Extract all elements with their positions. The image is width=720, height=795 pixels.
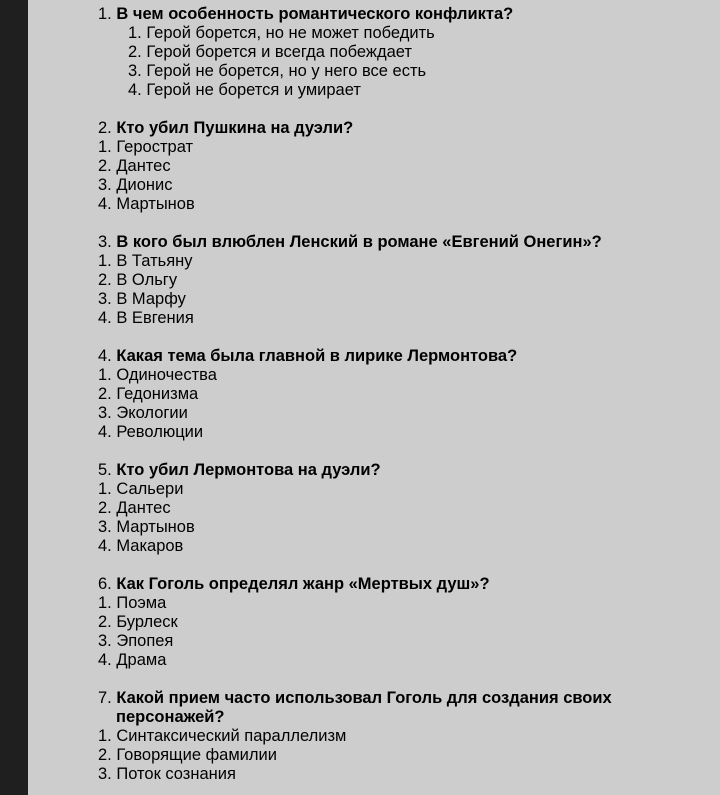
option: 2. Гедонизма	[98, 385, 199, 403]
question-6	[98, 575, 612, 594]
option: 3. Поток сознания	[98, 765, 236, 783]
question-2	[98, 119, 612, 138]
question-text-line-2: персонажей?	[116, 708, 225, 726]
question-text: Кто убил Пушкина на дуэли?	[116, 119, 354, 137]
option: 4. Революции	[98, 423, 204, 441]
question-number: 6.	[98, 575, 112, 593]
option: 3. Мартынов	[98, 518, 195, 536]
question-text: Кто убил Лермонтова на дуэли?	[116, 461, 381, 479]
option: 2. Бурлеск	[98, 613, 178, 631]
question-7	[98, 689, 612, 708]
question-number: 2.	[98, 119, 112, 137]
option: 1. Герострат	[98, 138, 194, 156]
option: 3. Герой не борется, но у него все есть	[128, 62, 427, 80]
question-number: 4.	[98, 347, 112, 365]
question-5	[98, 461, 612, 480]
question-text: В кого был влюблен Ленский в романе «Евгений Онегин»?	[116, 233, 602, 251]
question-4	[98, 347, 612, 366]
option: 2. Говорящие фамилии	[98, 746, 277, 764]
option: 4. Герой не борется и умирает	[128, 81, 361, 99]
option: 4. Макаров	[98, 537, 184, 555]
question-number: 1.	[98, 5, 112, 23]
question-number: 3.	[98, 233, 112, 251]
option: 4. Драма	[98, 651, 167, 669]
option: 2. Дантес	[98, 157, 171, 175]
question-text: В чем особенность романтического конфликта?	[116, 5, 514, 23]
question-1	[98, 5, 612, 24]
option: 4. В Евгения	[98, 309, 194, 327]
option: 1. Сальери	[98, 480, 184, 498]
option: 3. Дионис	[98, 176, 173, 194]
document-page	[28, 0, 720, 795]
option: 1. Поэма	[98, 594, 167, 612]
option: 2. Герой борется и всегда побеждает	[128, 43, 412, 61]
option: 2. Дантес	[98, 499, 171, 517]
question-text-line-1: Какой прием часто использовал Гоголь для создания своих	[116, 689, 612, 707]
option: 4. Мартынов	[98, 195, 195, 213]
question-text: Какая тема была главной в лирике Лермонтова?	[116, 347, 518, 365]
question-text: Как Гоголь определял жанр «Мертвых душ»?	[116, 575, 490, 593]
option: 1. Одиночества	[98, 366, 217, 384]
option: 2. В Ольгу	[98, 271, 178, 289]
option: 1. В Татьяну	[98, 252, 193, 270]
option: 1. Синтаксический параллелизм	[98, 727, 347, 745]
question-number: 7.	[98, 689, 112, 707]
question-number: 5.	[98, 461, 112, 479]
question-3	[98, 233, 612, 252]
option: 3. Эпопея	[98, 632, 174, 650]
option: 3. Экологии	[98, 404, 188, 422]
option: 1. Герой борется, но не может победить	[128, 24, 435, 42]
option: 3. В Марфу	[98, 290, 186, 308]
quiz-content	[98, 0, 612, 784]
